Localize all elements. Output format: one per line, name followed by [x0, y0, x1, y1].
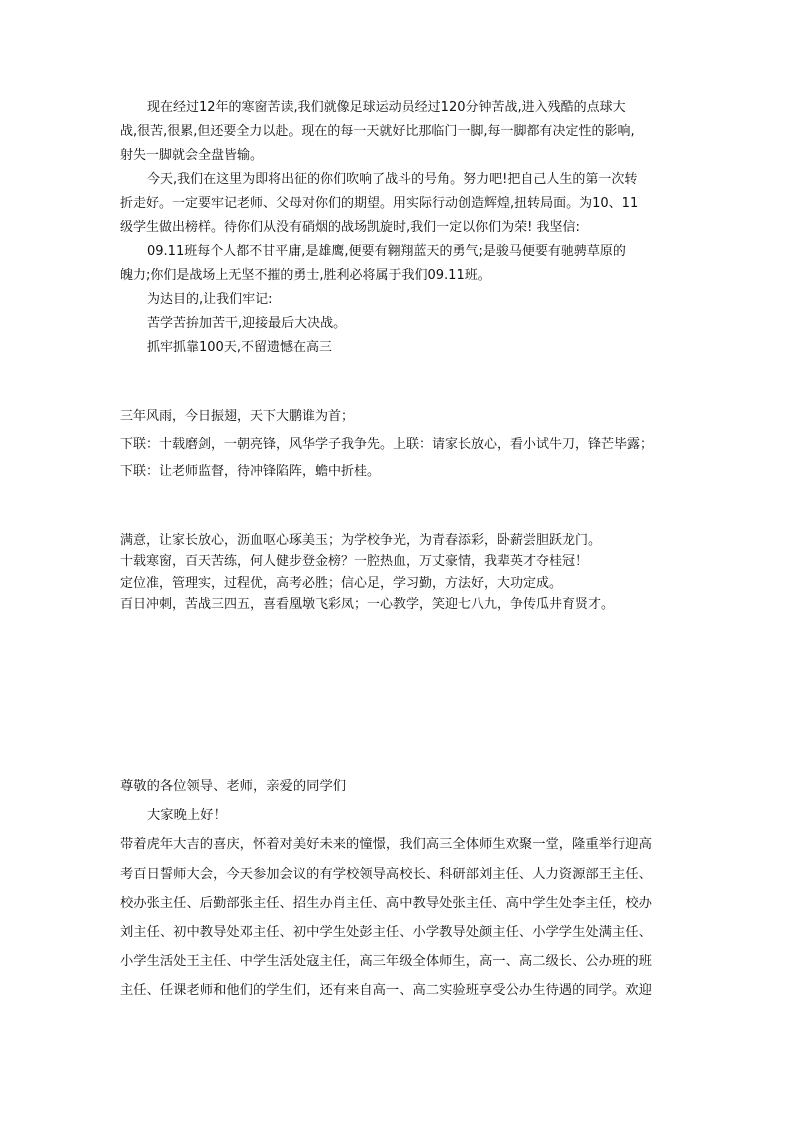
speech-line: 考百日誓师大会，今天参加会议的有学校领导高校长、科研部刘主任、人力资源部王主任、 [120, 866, 652, 882]
slogan-section [120, 530, 680, 615]
speech-salutation: 尊敬的各位领导、老师，亲爱的同学们 [120, 779, 347, 794]
couplet-section [120, 403, 680, 486]
paragraph-line: 为达目的,让我们牢记: [147, 292, 273, 307]
slogan-line: 百日冲刺，苦战三四五，喜看凰墩飞彩凤；一心教学，笑迎七八九，争传瓜井育贤才。 [120, 596, 615, 612]
paragraph-line: 射失一脚就会全盘皆输。 [120, 148, 264, 163]
paragraph-line: 现在经过12年的寒窗苦读,我们就像足球运动员经过120分钟苦战,进入残酷的点球大 [147, 100, 626, 115]
couplet-line: 三年风雨，今日振翅，天下大鹏谁为首； [120, 409, 355, 424]
speech-line: 校办张主任、后勤部张主任、招生办肖主任、高中教导处张主任、高中学生处李主任，校办 [120, 895, 652, 911]
speech-line: 小学生活处王主任、中学生活处寇主任，高三年级全体师生，高一、高二级长、公办班的班 [120, 954, 652, 970]
slogan-line: 定位准，管理实，过程优，高考必胜；信心足，学习勤，方法好，大功定成。 [120, 575, 563, 591]
paragraph-line: 09.11班每个人都不甘平庸,是雄鹰,便要有翱翔蓝天的勇气;是骏马便要有驰骋草原的 [147, 244, 626, 259]
speech-line: 刘主任、初中教导处邓主任、初中学生处彭主任、小学教导处颜主任、小学学生处满主任、 [120, 925, 652, 941]
couplet-line: 下联：让老师监督，待冲锋陷阵，蟾中折桂。 [120, 464, 381, 479]
paragraph-line: 抓牢抓靠100天,不留遗憾在高三 [147, 340, 332, 355]
exhortation-section [120, 96, 680, 360]
speech-line: 带着虎年大吉的喜庆，怀着对美好未来的憧憬，我们高三全体师生欢聚一堂，隆重举行迎高 [120, 837, 652, 853]
couplet-line: 下联：十载磨剑，一朝亮锋，风华学子我争先。上联：请家长放心，看小试牛刀，锋芒毕露； [120, 436, 654, 452]
speech-section [120, 772, 680, 1006]
paragraph-line: 折走好。一定要牢记老师、父母对你们的期望。用实际行动创造辉煌,扭转局面。为10、11 [120, 196, 639, 211]
paragraph-line: 战,很苦,很累,但还要全力以赴。现在的每一天就好比那临门一脚,每一脚都有决定性的影响, [120, 124, 635, 139]
paragraph-line: 今天,我们在这里为即将出征的你们吹响了战斗的号角。努力吧!把自己人生的第一次转 [147, 172, 638, 187]
slogan-line: 十载寒窗，百天苦练，何人健步登金榜？一腔热血，万丈豪情，我辈英才夺桂冠！ [120, 554, 589, 570]
paragraph-line: 魄力;你们是战场上无坚不摧的勇士,胜利必将属于我们09.11班。 [120, 268, 491, 283]
paragraph-line: 苦学苦拚加苦干,迎接最后大决战。 [147, 316, 347, 331]
slogan-line: 满意，让家长放心，沥血呕心琢美玉；为学校争光，为青春添彩，卧薪尝胆跃龙门。 [120, 533, 602, 548]
speech-line: 主任、任课老师和他们的学生们，还有来自高一、高二实验班享受公办生待遇的同学。欢迎 [120, 983, 652, 999]
paragraph-line: 级学生做出榜样。待你们从没有硝烟的战场凯旋时,我们一定以你们为荣! 我坚信: [120, 220, 580, 235]
speech-greeting: 大家晚上好！ [147, 808, 227, 824]
